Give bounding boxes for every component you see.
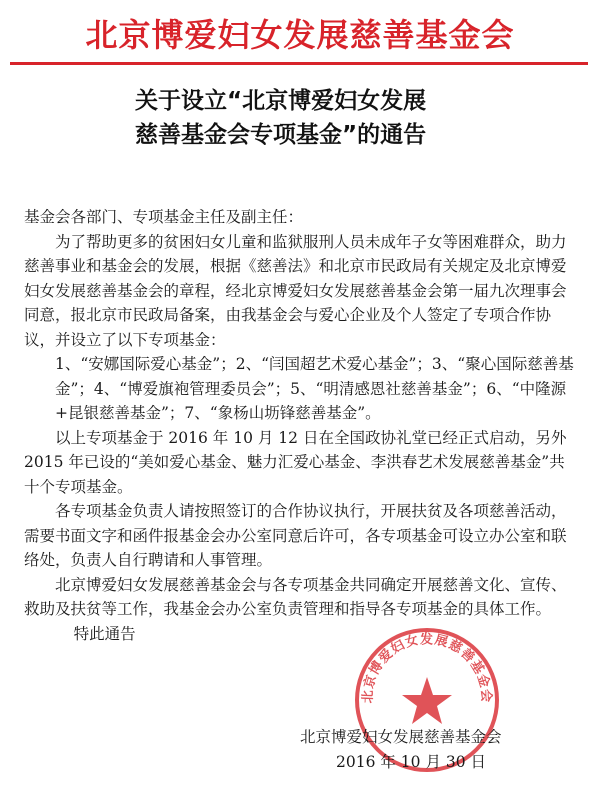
letterhead-divider [10, 62, 588, 65]
signature-organization: 北京博爱妇女发展慈善基金会 [300, 728, 502, 746]
body-paragraph-1: 为了帮助更多的贫困妇女儿童和监狱服刑人员未成年子女等困难群众，助力慈善事业和基金会的发展，根据《慈善法》和北京市民政局有关规定及北京博爱妇女发展慈善基金会的章程，经北京博爱妇女发展慈善基金会第一届九次理事会同意，报北京市民政局备案，由我基金会与爱心企业及个人签定了专项合作协议，并设立了以下专项基金： [24, 232, 567, 349]
notice-body [24, 205, 576, 646]
notice-title-line-1: 关于设立“北京博爱妇女发展 [135, 88, 427, 114]
salutation: 基金会各部门、专项基金主任及副主任： [24, 208, 304, 226]
body-paragraph-3: 各专项基金负责人请按照签订的合作协议执行，开展扶贫及各项慈善活动，需要书面文字和函件报基金会办公室同意后许可，各专项基金可设立办公室和联络处，负责人自行聘请和人事管理。 [24, 502, 567, 569]
letterhead-org-name: 北京博爱妇女发展慈善基金会 [85, 16, 515, 54]
svg-text:北京博爱妇女发展慈善基金会: 北京博爱妇女发展慈善基金会 [360, 632, 494, 704]
body-paragraph-2: 以上专项基金于 2016 年 10 月 12 日在全国政协礼堂已经正式启动，另外 2015 年已设的“美如爱心基金、魅力汇爱心基金、李洪春艺术发展慈善基金”共十个专项基金。 [24, 428, 567, 496]
fund-list: 1、“安娜国际爱心基金”；2、“闫国超艺术爱心基金”；3、“聚心国际慈善基金”；4、“博爱旗袍管理委员会”；5、“明清感恩社慈善基金”；6、“中隆源+昆银慈善基金”；7、“象杨山坜锋慈善基金”。 [55, 355, 574, 422]
closing-line: 特此通告 [73, 624, 136, 643]
notice-title [0, 84, 600, 152]
body-paragraph-4: 北京博爱妇女发展慈善基金会与各专项基金共同确定开展慈善文化、宣传、救助及扶贫等工作，我基金会办公室负责管理和指导各专项基金的具体工作。 [24, 575, 567, 618]
notice-title-line-2: 慈善基金会专项基金”的通告 [135, 122, 427, 148]
signature-date: 2016 年 10 月 30 日 [336, 753, 487, 771]
